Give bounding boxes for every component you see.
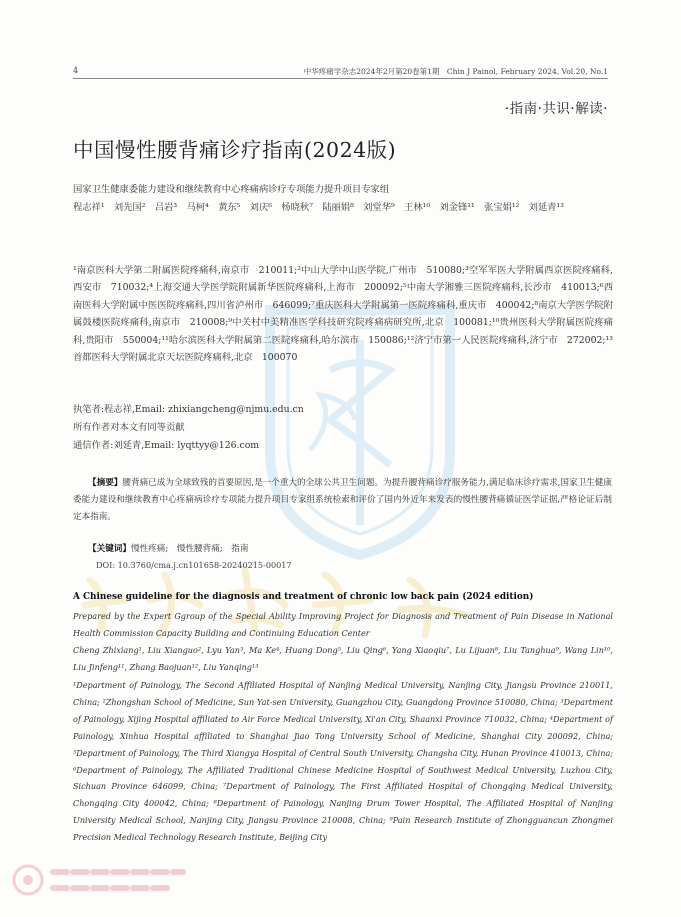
abstract-label: 【摘要】 [88,478,123,488]
page-number: 4 [73,66,79,75]
header-rule [73,78,608,79]
keywords [88,542,249,554]
equal-contribution-note: 所有作者对本文有同等贡献 [73,422,185,433]
abstract [73,475,612,527]
writer-line: 执笔者:程志祥,Email: zhixiangcheng@njmu.edu.cn [73,404,304,415]
corresponding-author: 通信作者:刘延青,Email: lyqttyy@126.com [73,440,260,451]
author-names: 程志祥¹ 刘先国² 吕岩³ 马柯⁴ 黄东⁵ 刘庆⁶ 杨晓秋⁷ 陆丽娟⁸ 刘堂华⁹ 王林¹⁰ 刘金锋¹¹ 张宝娟¹² 刘延青¹³ [73,202,565,213]
abstract-text: 腰背痛已成为全球致残的首要原因,是一个重大的全球公共卫生问题。为提升腰背痛诊疗服务能力,满足临床诊疗需求,国家卫生健康委能力建设和继续教育中心疼痛病诊疗专项能力提升项目专家组系统检索和评价了国内外近年来发表的慢性腰背痛循证医学证据,严格论证后制定本指南。 [73,478,612,523]
publisher-logo-watermark [8,860,208,900]
journal-header: 中华疼痛学杂志2024年2月第20卷第1期 Chin J Painol, February 2024, Vol.20, No.1 [303,67,608,76]
keywords-label: 【关键词】 [88,544,131,554]
english-prepared-by: Prepared by the Expert Ggroup of the Special Ability Improving Project for Diagnosis and Treatment of Pain Disease in National Health Commission Capacity Building and Continuing Education Center [73,611,613,638]
section-tag: ·指南·共识·解读· [504,101,608,117]
doi: DOI: 10.3760/cma.j.cn101658-20240215-00017 [96,560,292,570]
article-title: 中国慢性腰背痛诊疗指南(2024版) [73,138,397,162]
expert-group: 国家卫生健康委能力建设和继续教育中心疼痛病诊疗专项能力提升项目专家组 [73,184,390,195]
english-title: A Chinese guideline for the diagnosis and treatment of chronic low back pain (2024 edition) [73,592,534,602]
keywords-text: 慢性疼痛; 慢性腰背痛; 指南 [130,544,249,554]
author-affiliations: ¹南京医科大学第二附属医院疼痛科,南京市 210011;²中山大学中山医学院,广州市 510080;³空军军医大学附属西京医院疼痛科,西安市 710032;⁴上海交通大学医学院附属新华医院疼痛科,上海市 200092;⁵中南大学湘雅三医院疼痛科,长沙市 410013;⁶西南医科大学附属中医医院疼痛科,四川省泸州市 646099;⁷重庆医科大学附属第一医院疼痛科,重庆市 400042;⁸南京大学医学院附属鼓楼医院疼痛科,南京市 210008;⁹中关村中美精准医学科技研究院疼痛病研究所,北京 100081;¹⁰贵州医科大学附属医院疼痛科,贵阳市 550004;¹¹哈尔滨医科大学附属第二医院疼痛科,哈尔滨市 150086;¹²济宁市第一人民医院疼痛科,济宁市 272002;¹³首都医科大学附属北京天坛医院疼痛科,北京 100070 [73,265,613,364]
english-affiliations: ¹Department of Painology, The Second Affiliated Hospital of Nanjing Medical University, Nanjing City, Jiangsu Province 210011, China; ²Zhongshan School of Medicine, Sun Yat-sen University, Guangzhou City, Guangdong Province 510080, China; ³Department of Painology, Xijing Hospital affiliated to Air Force Medical University, Xi'an City, Shaanxi Province 710032, China; ⁴Department of Painology, Xinhua Hospital affiliated to Shanghai Jiao Tong University School of Medicine, Shanghai City 200092, China; ⁵Department of Painology, The Third Xiangya Hospital of Central South University, Changsha City, Hunan Province 410013, China; ⁶Department of Painology, The Affiliated Traditional Chinese Medicine Hospital of Southwest Medical University, Luzhou City, Sichuan Province 646099, China; ⁷Department of Painology, The First Affiliated Hospital of Chongqing Medical University, Chongqing City 400042, China; ⁸Department of Painology, Nanjing Drum Tower Hospital, The Affiliated Hospital of Nanjing University Medical School, Nanjing City, Jiangsu Province 210008, China; ⁹Pain Research Institute of Zhongguancun Zhongmei Precision Medical Technology Research Institute, Beijing City [73,680,613,843]
english-author-names: Cheng Zhixiang¹, Liu Xianguo², Lyu Yan³, Ma Ke⁴, Huang Dong⁵, Liu Qing⁶, Yang Xiaoqiu⁷, Lu Lijuan⁸, Liu Tanghua⁹, Wang Lin¹⁰, Liu Jinfeng¹¹, Zhang Baojuan¹², Liu Yanqing¹³ [73,645,613,672]
